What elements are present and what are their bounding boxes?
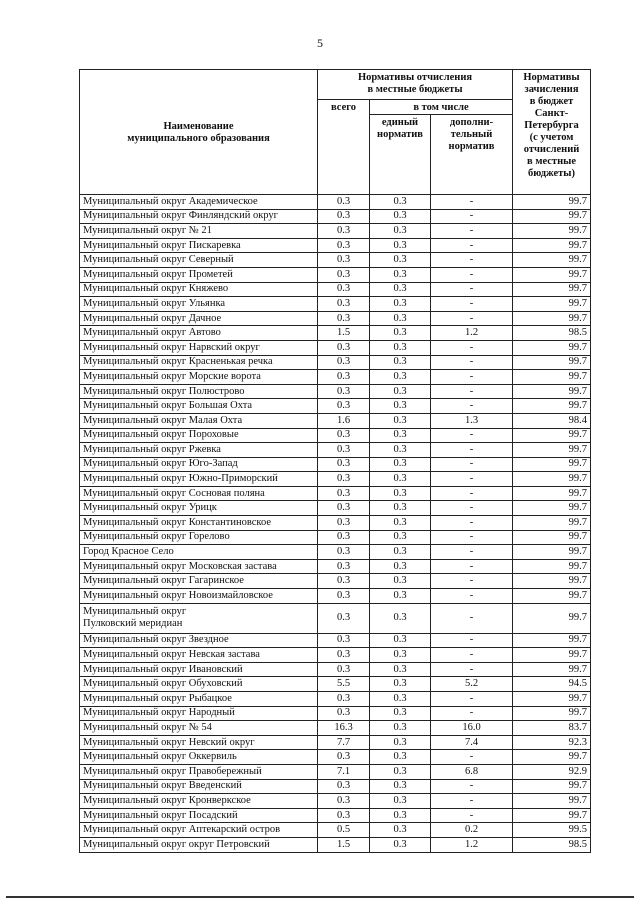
cell-spb: 99.7: [513, 486, 591, 501]
cell-total: 0.3: [318, 706, 370, 721]
table-row: [80, 837, 591, 852]
cell-total: 0.3: [318, 779, 370, 794]
table-row: [80, 267, 591, 282]
cell-spb: 99.7: [513, 370, 591, 385]
cell-spb: 99.7: [513, 399, 591, 414]
cell-spb: 99.7: [513, 224, 591, 239]
cell-additional: 16.0: [431, 721, 513, 736]
header-spb: [513, 70, 591, 195]
cell-spb: 92.9: [513, 764, 591, 779]
cell-single: 0.3: [370, 662, 431, 677]
cell-total: 0.3: [318, 457, 370, 472]
cell-spb: 99.7: [513, 706, 591, 721]
cell-additional: 1.3: [431, 413, 513, 428]
table-header: [80, 70, 591, 195]
header-spb-text: Нормативы зачисления в бюджет Санкт- Петербурга (с учетом отчислений в местные бюджеты): [523, 72, 580, 179]
cell-additional: -: [431, 603, 513, 633]
cell-name: Муниципальный округ № 54: [80, 721, 318, 736]
cell-name: Муниципальный округ Горелово: [80, 530, 318, 545]
cell-single: 0.3: [370, 384, 431, 399]
cell-total: 0.3: [318, 370, 370, 385]
cell-name: Муниципальный округ Автово: [80, 326, 318, 341]
table-row: [80, 574, 591, 589]
cell-additional: -: [431, 589, 513, 604]
cell-total: 0.3: [318, 603, 370, 633]
table-body: [80, 195, 591, 853]
cell-additional: -: [431, 238, 513, 253]
cell-spb: 99.7: [513, 794, 591, 809]
cell-single: 0.3: [370, 282, 431, 297]
cell-additional: 6.8: [431, 764, 513, 779]
cell-single: 0.3: [370, 399, 431, 414]
cell-additional: 7.4: [431, 735, 513, 750]
cell-additional: 0.2: [431, 823, 513, 838]
cell-name: Муниципальный округ Кронверкское: [80, 794, 318, 809]
cell-name: Муниципальный округ Пулковский меридиан: [80, 603, 318, 633]
cell-single: 0.3: [370, 692, 431, 707]
cell-name: Муниципальный округ Красненькая речка: [80, 355, 318, 370]
cell-total: 0.3: [318, 750, 370, 765]
cell-name: Муниципальный округ Московская застава: [80, 559, 318, 574]
cell-single: 0.3: [370, 253, 431, 268]
cell-additional: -: [431, 633, 513, 648]
cell-spb: 99.7: [513, 779, 591, 794]
cell-total: 0.3: [318, 311, 370, 326]
cell-name: Муниципальный округ № 21: [80, 224, 318, 239]
cell-total: 0.3: [318, 662, 370, 677]
header-single-text: единый норматив: [377, 117, 423, 140]
cell-name: Муниципальный округ Оккервиль: [80, 750, 318, 765]
table-row: [80, 428, 591, 443]
table-row: [80, 486, 591, 501]
cell-single: 0.3: [370, 545, 431, 560]
cell-single: 0.3: [370, 735, 431, 750]
cell-name: Муниципальный округ Невская застава: [80, 648, 318, 663]
cell-single: 0.3: [370, 779, 431, 794]
cell-single: 0.3: [370, 326, 431, 341]
cell-total: 0.3: [318, 282, 370, 297]
cell-single: 0.3: [370, 486, 431, 501]
cell-spb: 99.7: [513, 195, 591, 210]
cell-additional: -: [431, 340, 513, 355]
cell-total: 5.5: [318, 677, 370, 692]
cell-additional: -: [431, 486, 513, 501]
cell-additional: -: [431, 574, 513, 589]
cell-additional: -: [431, 706, 513, 721]
table-row: [80, 370, 591, 385]
cell-total: 0.3: [318, 355, 370, 370]
cell-spb: 99.5: [513, 823, 591, 838]
cell-spb: 99.7: [513, 501, 591, 516]
table-row: [80, 443, 591, 458]
cell-total: 0.3: [318, 443, 370, 458]
cell-spb: 99.7: [513, 808, 591, 823]
cell-spb: 99.7: [513, 750, 591, 765]
table-row: [80, 384, 591, 399]
cell-name: Муниципальный округ Ржевка: [80, 443, 318, 458]
cell-additional: -: [431, 472, 513, 487]
cell-spb: 98.4: [513, 413, 591, 428]
table-row: [80, 340, 591, 355]
cell-additional: -: [431, 282, 513, 297]
cell-single: 0.3: [370, 355, 431, 370]
cell-spb: 99.7: [513, 311, 591, 326]
table-row: [80, 677, 591, 692]
cell-spb: 99.7: [513, 559, 591, 574]
cell-total: 0.3: [318, 808, 370, 823]
cell-name: Муниципальный округ Константиновское: [80, 516, 318, 531]
cell-single: 0.3: [370, 238, 431, 253]
cell-name: Муниципальный округ Гагаринское: [80, 574, 318, 589]
cell-single: 0.3: [370, 530, 431, 545]
header-total: [318, 100, 370, 195]
cell-spb: 99.7: [513, 472, 591, 487]
cell-spb: 99.7: [513, 282, 591, 297]
cell-additional: -: [431, 297, 513, 312]
table-row: [80, 721, 591, 736]
table-row: [80, 633, 591, 648]
table-row: [80, 457, 591, 472]
cell-name: Муниципальный округ Ульянка: [80, 297, 318, 312]
cell-additional: 1.2: [431, 326, 513, 341]
table-row: [80, 195, 591, 210]
table-row: [80, 399, 591, 414]
cell-spb: 99.7: [513, 516, 591, 531]
table-row: [80, 253, 591, 268]
cell-single: 0.3: [370, 472, 431, 487]
cell-additional: -: [431, 370, 513, 385]
cell-name: Муниципальный округ Дачное: [80, 311, 318, 326]
cell-spb: 99.7: [513, 297, 591, 312]
cell-single: 0.3: [370, 428, 431, 443]
cell-additional: -: [431, 545, 513, 560]
table-row: [80, 209, 591, 224]
cell-spb: 99.7: [513, 589, 591, 604]
cell-spb: 99.7: [513, 238, 591, 253]
cell-spb: 99.7: [513, 267, 591, 282]
cell-name: Муниципальный округ Пороховые: [80, 428, 318, 443]
cell-name: Муниципальный округ Юго-Запад: [80, 457, 318, 472]
table-row: [80, 355, 591, 370]
cell-single: 0.3: [370, 195, 431, 210]
cell-total: 0.3: [318, 238, 370, 253]
cell-total: 0.3: [318, 267, 370, 282]
header-additional-text: дополни- тельный норматив: [448, 117, 495, 152]
table-row: [80, 501, 591, 516]
cell-additional: -: [431, 662, 513, 677]
cell-name: Муниципальный округ Полюстрово: [80, 384, 318, 399]
cell-total: 0.3: [318, 428, 370, 443]
table-row: [80, 516, 591, 531]
cell-single: 0.3: [370, 311, 431, 326]
table-row: [80, 589, 591, 604]
cell-total: 0.3: [318, 589, 370, 604]
header-additional: [431, 115, 513, 195]
cell-additional: -: [431, 355, 513, 370]
cell-single: 0.3: [370, 340, 431, 355]
cell-spb: 98.5: [513, 326, 591, 341]
cell-spb: 99.7: [513, 545, 591, 560]
table-row: [80, 779, 591, 794]
normatives-table: [79, 69, 591, 853]
cell-name: Муниципальный округ Сосновая поляна: [80, 486, 318, 501]
header-name-text: Наименование муниципального образования: [127, 121, 270, 144]
cell-total: 0.3: [318, 530, 370, 545]
cell-name: Муниципальный округ Введенский: [80, 779, 318, 794]
cell-single: 0.3: [370, 297, 431, 312]
cell-spb: 99.7: [513, 340, 591, 355]
cell-total: 0.3: [318, 501, 370, 516]
cell-name: Муниципальный округ Аптекарский остров: [80, 823, 318, 838]
cell-additional: -: [431, 648, 513, 663]
cell-total: 0.3: [318, 253, 370, 268]
cell-name: Муниципальный округ Большая Охта: [80, 399, 318, 414]
cell-spb: 99.7: [513, 662, 591, 677]
table-row: [80, 823, 591, 838]
cell-name: Муниципальный округ Нарвский округ: [80, 340, 318, 355]
cell-single: 0.3: [370, 370, 431, 385]
table-row: [80, 326, 591, 341]
cell-total: 0.3: [318, 224, 370, 239]
table-row: [80, 297, 591, 312]
cell-single: 0.3: [370, 443, 431, 458]
cell-single: 0.3: [370, 224, 431, 239]
cell-name: Муниципальный округ Малая Охта: [80, 413, 318, 428]
cell-additional: 5.2: [431, 677, 513, 692]
cell-name: Муниципальный округ Звездное: [80, 633, 318, 648]
cell-additional: -: [431, 501, 513, 516]
cell-name: Муниципальный округ Ивановский: [80, 662, 318, 677]
cell-total: 1.5: [318, 326, 370, 341]
cell-name: Муниципальный округ Новоизмайловское: [80, 589, 318, 604]
cell-single: 0.3: [370, 457, 431, 472]
cell-spb: 83.7: [513, 721, 591, 736]
cell-spb: 98.5: [513, 837, 591, 852]
cell-additional: -: [431, 428, 513, 443]
table-row: [80, 794, 591, 809]
header-local-norms: [318, 70, 513, 100]
table-row: [80, 750, 591, 765]
cell-additional: -: [431, 399, 513, 414]
header-single: [370, 115, 431, 195]
cell-total: 7.1: [318, 764, 370, 779]
cell-single: 0.3: [370, 559, 431, 574]
cell-single: 0.3: [370, 764, 431, 779]
cell-total: 0.3: [318, 559, 370, 574]
cell-name: Муниципальный округ Народный: [80, 706, 318, 721]
cell-spb: 99.7: [513, 530, 591, 545]
page-number: 5: [317, 36, 323, 50]
cell-total: 1.6: [318, 413, 370, 428]
cell-additional: -: [431, 794, 513, 809]
table-row: [80, 735, 591, 750]
cell-spb: 99.7: [513, 648, 591, 663]
cell-single: 0.3: [370, 209, 431, 224]
table-row: [80, 224, 591, 239]
cell-spb: 99.7: [513, 428, 591, 443]
cell-single: 0.3: [370, 721, 431, 736]
bottom-scan-line: [6, 896, 634, 901]
cell-total: 0.5: [318, 823, 370, 838]
cell-total: 0.3: [318, 574, 370, 589]
header-local-norms-text: Нормативы отчисления в местные бюджеты: [357, 72, 473, 95]
table-row: [80, 692, 591, 707]
cell-total: 0.3: [318, 340, 370, 355]
cell-additional: -: [431, 209, 513, 224]
cell-additional: -: [431, 457, 513, 472]
cell-name: Муниципальный округ Обуховский: [80, 677, 318, 692]
cell-total: 0.3: [318, 545, 370, 560]
cell-name: Муниципальный округ Академическое: [80, 195, 318, 210]
cell-total: 0.3: [318, 516, 370, 531]
table-row: [80, 764, 591, 779]
cell-name: Муниципальный округ Морские ворота: [80, 370, 318, 385]
cell-additional: -: [431, 267, 513, 282]
cell-name: Муниципальный округ Княжево: [80, 282, 318, 297]
cell-additional: -: [431, 808, 513, 823]
cell-name: Муниципальный округ Прометей: [80, 267, 318, 282]
cell-spb: 99.7: [513, 692, 591, 707]
cell-single: 0.3: [370, 837, 431, 852]
cell-additional: -: [431, 516, 513, 531]
table-row: [80, 282, 591, 297]
table-row: [80, 545, 591, 560]
cell-total: 7.7: [318, 735, 370, 750]
cell-additional: -: [431, 195, 513, 210]
cell-total: 0.3: [318, 472, 370, 487]
cell-single: 0.3: [370, 808, 431, 823]
cell-single: 0.3: [370, 706, 431, 721]
cell-total: 0.3: [318, 692, 370, 707]
header-total-text: всего: [330, 102, 356, 113]
cell-additional: -: [431, 224, 513, 239]
cell-additional: -: [431, 692, 513, 707]
cell-name: Муниципальный округ Посадский: [80, 808, 318, 823]
cell-name: Муниципальный округ Рыбацкое: [80, 692, 318, 707]
cell-total: 0.3: [318, 648, 370, 663]
table-row: [80, 648, 591, 663]
table-row: [80, 530, 591, 545]
cell-total: 0.3: [318, 297, 370, 312]
header-including: [370, 100, 513, 115]
cell-single: 0.3: [370, 677, 431, 692]
table-row: [80, 559, 591, 574]
cell-single: 0.3: [370, 267, 431, 282]
cell-name: Муниципальный округ округ Петровский: [80, 837, 318, 852]
cell-name: Муниципальный округ Правобережный: [80, 764, 318, 779]
cell-spb: 99.7: [513, 253, 591, 268]
cell-name: Муниципальный округ Урицк: [80, 501, 318, 516]
cell-single: 0.3: [370, 413, 431, 428]
table-row: [80, 311, 591, 326]
cell-additional: -: [431, 253, 513, 268]
cell-single: 0.3: [370, 648, 431, 663]
cell-single: 0.3: [370, 501, 431, 516]
header-name: [80, 70, 318, 195]
table-row: [80, 808, 591, 823]
cell-name: Муниципальный округ Южно-Приморский: [80, 472, 318, 487]
cell-single: 0.3: [370, 516, 431, 531]
cell-total: 16.3: [318, 721, 370, 736]
cell-spb: 99.7: [513, 384, 591, 399]
cell-additional: -: [431, 443, 513, 458]
cell-single: 0.3: [370, 633, 431, 648]
cell-spb: 92.3: [513, 735, 591, 750]
cell-additional: -: [431, 779, 513, 794]
cell-total: 0.3: [318, 399, 370, 414]
cell-additional: -: [431, 311, 513, 326]
table-row: [80, 662, 591, 677]
table-row: [80, 472, 591, 487]
cell-additional: -: [431, 750, 513, 765]
cell-name: Муниципальный округ Северный: [80, 253, 318, 268]
cell-name: Город Красное Село: [80, 545, 318, 560]
cell-spb: 99.7: [513, 443, 591, 458]
cell-single: 0.3: [370, 589, 431, 604]
cell-total: 0.3: [318, 209, 370, 224]
table-row: [80, 413, 591, 428]
cell-single: 0.3: [370, 794, 431, 809]
cell-additional: -: [431, 559, 513, 574]
cell-spb: 99.7: [513, 457, 591, 472]
table-row: [80, 238, 591, 253]
cell-total: 1.5: [318, 837, 370, 852]
table-row: [80, 603, 591, 633]
cell-single: 0.3: [370, 823, 431, 838]
cell-total: 0.3: [318, 794, 370, 809]
cell-additional: -: [431, 530, 513, 545]
cell-spb: 99.7: [513, 574, 591, 589]
table-row: [80, 706, 591, 721]
cell-spb: 99.7: [513, 209, 591, 224]
cell-spb: 99.7: [513, 355, 591, 370]
cell-total: 0.3: [318, 633, 370, 648]
header-including-text: в том числе: [413, 102, 469, 113]
cell-additional: -: [431, 384, 513, 399]
cell-name: Муниципальный округ Финляндский округ: [80, 209, 318, 224]
cell-single: 0.3: [370, 574, 431, 589]
cell-total: 0.3: [318, 384, 370, 399]
cell-total: 0.3: [318, 195, 370, 210]
cell-total: 0.3: [318, 486, 370, 501]
cell-additional: 1.2: [431, 837, 513, 852]
cell-spb: 99.7: [513, 603, 591, 633]
cell-name: Муниципальный округ Невский округ: [80, 735, 318, 750]
cell-single: 0.3: [370, 603, 431, 633]
cell-spb: 99.7: [513, 633, 591, 648]
cell-single: 0.3: [370, 750, 431, 765]
cell-spb: 94.5: [513, 677, 591, 692]
cell-name: Муниципальный округ Пискаревка: [80, 238, 318, 253]
